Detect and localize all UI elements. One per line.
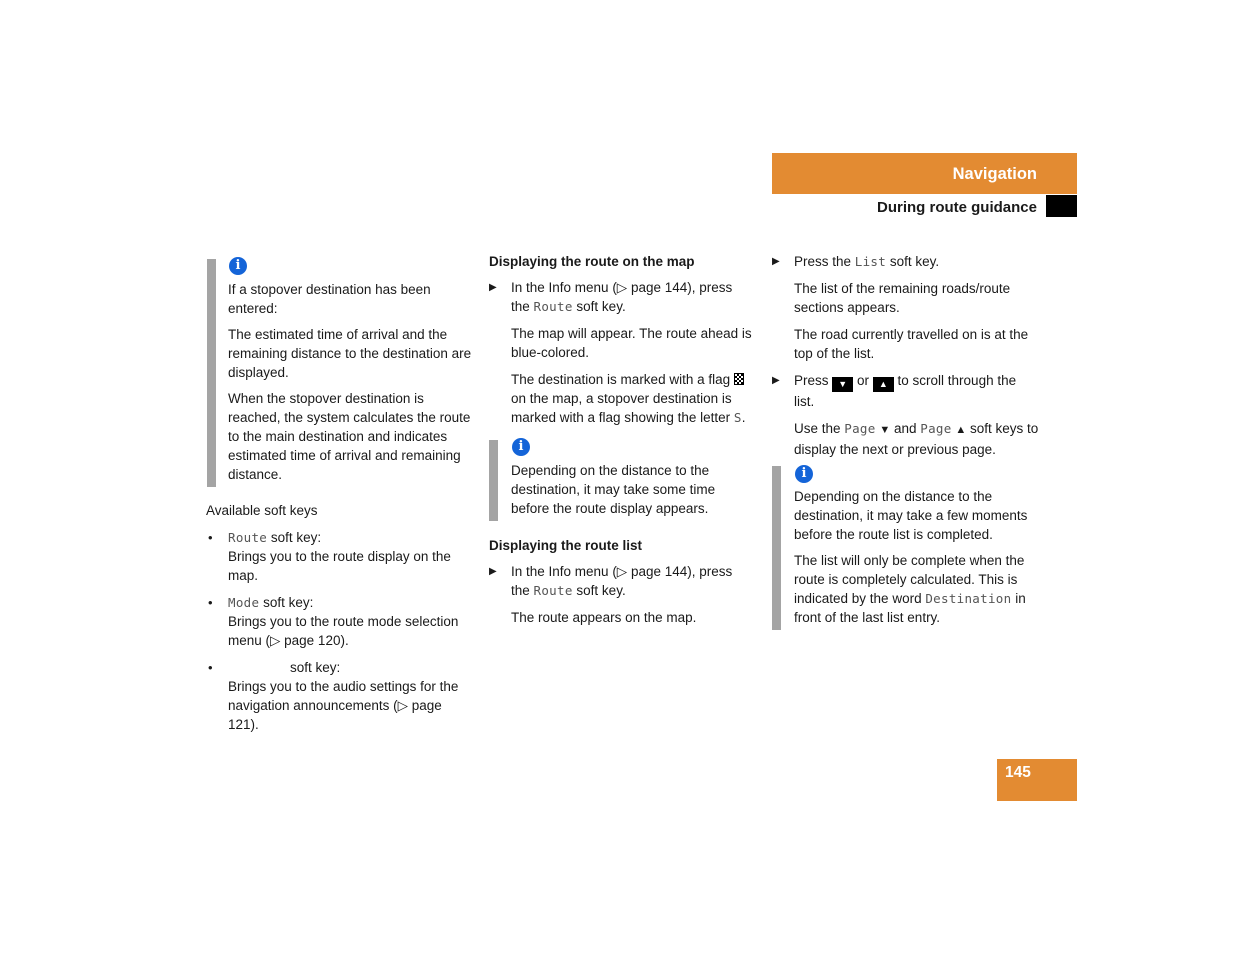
softkeys-section (206, 501, 474, 734)
step: ▶ In the Info menu (▷ page 144), press the Route soft key. The map will appear. The route ahead is blue-colored. The destination is marked with a flag on the map, a stopover destination is marked with a flag showing the letter S. (489, 280, 752, 425)
header-marker (1046, 195, 1077, 217)
softkey-label: List (854, 254, 887, 269)
info-bar (207, 259, 216, 487)
up-arrow-icon: ▲ (955, 424, 967, 436)
info-icon: i (512, 438, 530, 456)
section-title: Navigation (952, 165, 1037, 183)
checkered-flag-icon (734, 373, 744, 385)
step: ▶ Press ▼ or ▲ to scroll through the list. Use the Page ▼ and Page ▲ soft keys to display the next or previous page. (772, 373, 1039, 457)
step: ▶ In the Info menu (▷ page 144), press the Route soft key. The route appears on the map. (489, 564, 733, 625)
header-bar (772, 153, 1077, 194)
info-block: Depending on the distance to the destination, it may take a few moments before the route list is completed. The list will only be complete when the route is completely calculated. This is indicated by the word Destination in front of the last list entry. (794, 489, 1028, 625)
heading: Displaying the route list (489, 538, 643, 553)
softkey-label: Mode (228, 595, 260, 610)
list-item: • Mode soft key: Brings you to the route mode selection menu (▷ page 120). (206, 593, 474, 650)
item-description: Brings you to the route display on the map. (228, 549, 451, 583)
step: ▶ Press the List soft key. The list of the remaining roads/route sections appears. The road currently travelled on is at the top of the list. (772, 254, 1029, 361)
down-arrow-icon: ▼ (879, 424, 891, 436)
list-steps (772, 252, 1040, 459)
softkeys-title: Available soft keys (206, 503, 318, 518)
list-item: • soft key: Brings you to the audio settings for the navigation announcements (▷ page 121). (206, 658, 474, 734)
item-description: Brings you to the route mode selection menu (▷ page 120). (228, 614, 459, 648)
softkey-label: Route (533, 583, 573, 598)
info-block: Depending on the distance to the destination, it may take some time before the route display appears. (511, 463, 716, 516)
page-number: 145 (1005, 764, 1031, 781)
info-icon: i (795, 465, 813, 483)
info-paragraph: The estimated time of arrival and the remaining distance to the destination are displayed. (228, 327, 472, 380)
down-key-icon: ▼ (832, 377, 853, 392)
subsection-title: During route guidance (876, 199, 1037, 216)
info-bar (772, 466, 781, 630)
up-key-icon: ▲ (873, 377, 894, 392)
info-paragraph: If a stopover destination has been entered: (228, 282, 431, 316)
route-list-section (489, 536, 753, 627)
item-description: Brings you to the audio settings for the navigation announcements (▷ page 121). (228, 679, 459, 732)
list-item: • Route soft key: Brings you to the route display on the map. (206, 528, 474, 585)
route-map-section (489, 252, 753, 427)
info-block (228, 280, 473, 484)
page-number-box (997, 759, 1077, 801)
info-icon: i (229, 257, 247, 275)
info-bar (489, 440, 498, 521)
heading: Displaying the route on the map (489, 254, 695, 269)
softkey-label: Route (228, 530, 268, 545)
softkey-label: Route (533, 299, 573, 314)
info-paragraph: When the stopover destination is reached, the system calculates the route to the main destination and indicates estimated time of arrival and remaining distance. (228, 391, 471, 482)
